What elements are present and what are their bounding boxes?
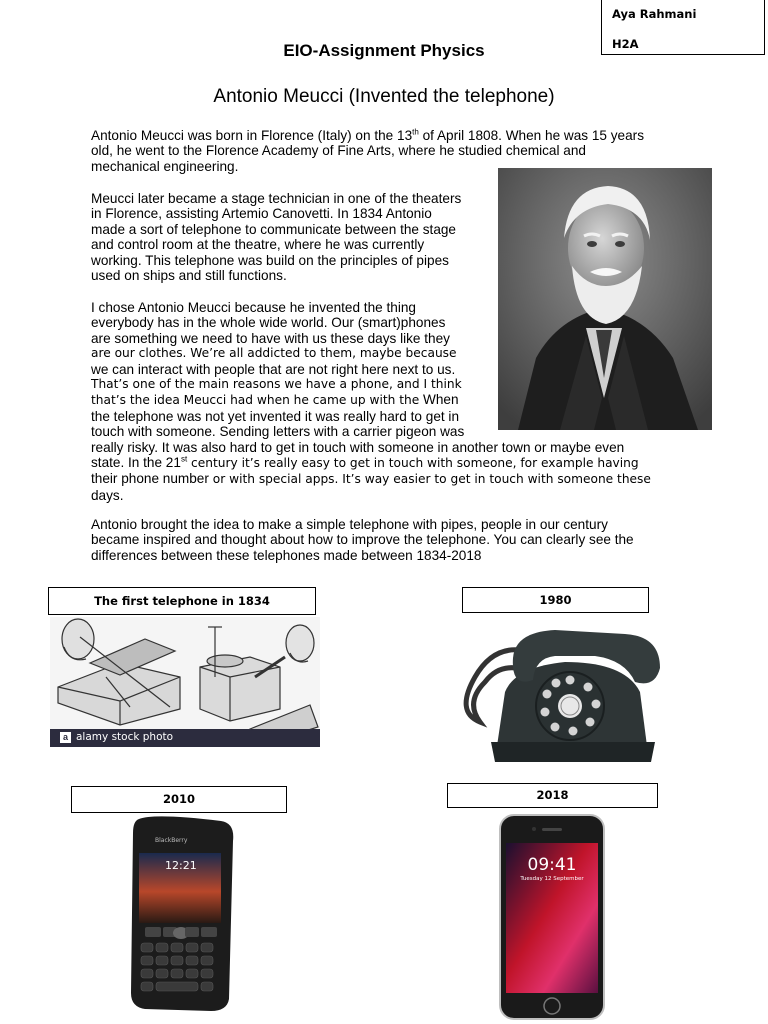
text-line: working. This telephone was build on the principles of pipes [91, 252, 449, 268]
blackberry-screen-time: 12:21 [165, 859, 197, 872]
text-line: in Florence, assisting Artemio Canovetti. In 1834 Antonio [91, 206, 432, 222]
document-subtitle: Antonio Meucci (Invented the telephone) [213, 86, 555, 107]
engraving-illustration [50, 617, 320, 747]
text-line: touch with someone. Sending letters with a carrier pigeon was [91, 424, 465, 440]
caption-1980: 1980 [462, 587, 649, 613]
iphone-screen-time: 09:41 [527, 855, 577, 875]
iphone-illustration [498, 813, 606, 1021]
caption-2018: 2018 [447, 783, 658, 808]
student-name: Aya Rahmani [612, 7, 697, 21]
caption-2010: 2010 [71, 786, 287, 813]
paragraph-why-meucci [91, 300, 651, 503]
text-line: used on ships and still functions. [91, 268, 287, 284]
text-line: That’s one of the main reasons we have a phone, and I think [91, 377, 462, 392]
text-line: their phone number or with special apps. It’s way easier to get in touch with someone these [91, 471, 651, 487]
text-line: differences between these telephones made between 1834-2018 [91, 547, 482, 563]
alamy-logo-icon: a [60, 732, 71, 743]
text-line: that’s the idea Meucci had when he came up with the When [91, 392, 459, 408]
text-line: really risky. It was also hard to get in touch with someone in another town or maybe even [91, 439, 625, 455]
text-line: days. [91, 487, 124, 503]
document-title: EIO-Assignment Physics [283, 41, 485, 60]
text-line: Antonio Meucci was born in Florence (Italy) on the 13th of April 1808. When he was 15 years [91, 127, 644, 143]
text-line: state. In the 21st century it’s really easy to get in touch with someone, for example having [91, 454, 639, 471]
text-line: became inspired and thought about how to improve the telephone. You can clearly see the [91, 532, 634, 548]
text-line: everybody has in the whole wide world. Our (smart)phones [91, 315, 446, 331]
student-class: H2A [612, 37, 639, 51]
text-line: I chose Antonio Meucci because he invented the thing [91, 300, 416, 315]
blackberry-illustration [125, 815, 237, 1013]
iphone-screen-date: Tuesday 12 September [520, 876, 584, 882]
text-line: we can interact with people that are not right here next to us. [91, 361, 456, 377]
caption-first-telephone: The first telephone in 1834 [48, 587, 316, 615]
text-line: mechanical engineering. [91, 158, 239, 174]
paragraph-evolution [91, 517, 634, 563]
blackberry-brand-label: BlackBerry [155, 837, 188, 844]
rotary-phone-illustration [455, 622, 680, 777]
text-line: Meucci later became a stage technician in one of the theaters [91, 191, 462, 206]
text-line: Antonio brought the idea to make a simple telephone with pipes, people in our century [91, 517, 608, 532]
paragraph-stage-technician [91, 191, 461, 283]
blackberry-phone-photo [125, 815, 237, 1013]
text-line: are something we need to have with us these days like they [91, 330, 450, 346]
stock-watermark-bar [50, 729, 320, 747]
first-telephone-illustration [50, 617, 320, 747]
watermark-text: alamy stock photo [76, 731, 174, 743]
text-line: made a sort of telephone to communicate between the stage [91, 221, 456, 237]
text-line: old, he went to the Florence Academy of Fine Arts, where he studied chemical and [91, 143, 586, 159]
iphone-photo [498, 813, 606, 1021]
text-line: the telephone was not yet invented it was really hard to get in [91, 408, 460, 424]
text-line: and control room at the theatre, where he was currently [91, 237, 425, 253]
text-line: are our clothes. We’re all addicted to them, maybe because [91, 346, 457, 361]
rotary-phone-photo [455, 622, 680, 777]
